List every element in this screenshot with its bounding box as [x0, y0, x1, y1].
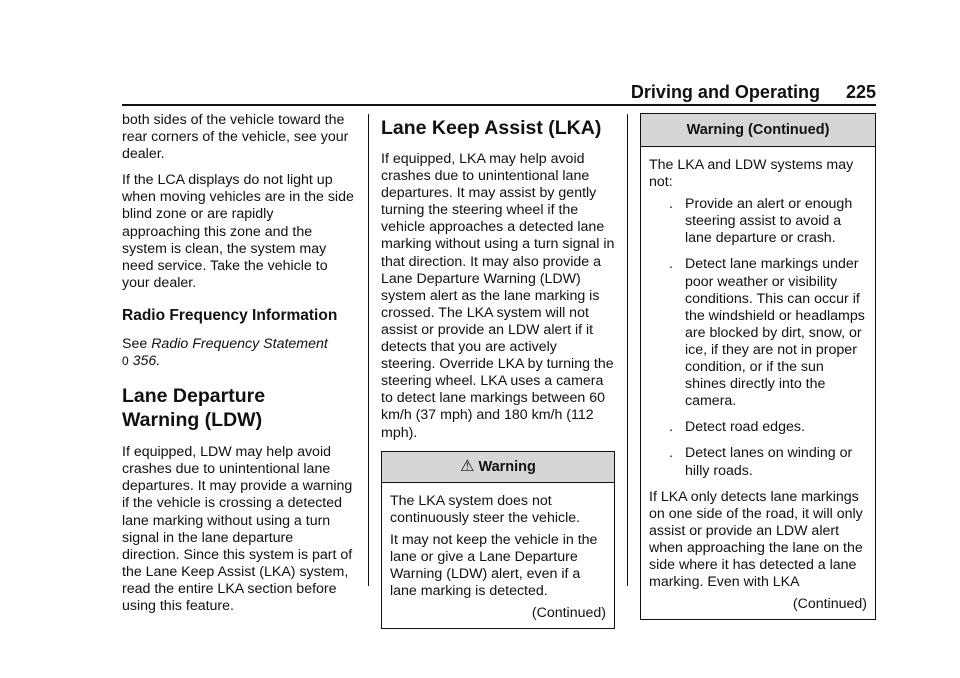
warning-box-continued [640, 113, 876, 620]
paragraph: If equipped, LKA may help avoid crashes due to unintentional lane departures. It may assist by gently turning the steering wheel if the vehicle approaches a detected lane marking without using a turn signal in that direction. It may also provide a Lane Departure Warning (LDW) system alert as the lane marking is crossed. The LKA system will not assist or provide an LDW alert if it detects that you are actively steering. Override LKA by turning the steering wheel. LKA uses a camera to detect lane markings between 60 km/h (37 mph) and 180 km/h (112 mph). [381, 151, 615, 441]
header-rule [122, 104, 876, 106]
bullet-icon: . [669, 419, 673, 436]
bullet-icon: . [669, 196, 673, 213]
column-1 [122, 112, 354, 624]
bullet-icon: . [669, 445, 673, 462]
reference-link[interactable]: Radio Frequency Statement [151, 335, 328, 352]
list-item: . Detect road edges. [669, 419, 805, 436]
column-2 [381, 112, 615, 629]
warning-text: It may not keep the vehicle in the lane or give a Lane Departure Warning (LDW) alert, even if a lane marking is detected. [390, 531, 598, 600]
continued-label: (Continued) [531, 605, 606, 622]
page-arrow-icon: 0 [122, 354, 129, 369]
page-reference[interactable]: 356 [132, 353, 157, 370]
bullet-icon: . [669, 256, 673, 273]
warning-body [641, 147, 875, 619]
paragraph: both sides of the vehicle toward the rear corners of the vehicle, see your dealer. [122, 112, 349, 163]
warning-box [381, 451, 615, 630]
warning-icon: ⚠ [460, 457, 475, 475]
warning-list [649, 196, 867, 479]
list-item: . Detect lanes on winding or hilly roads. [669, 445, 853, 479]
list-item: . Detect lane markings under poor weather or visibility conditions. This can occur if the windshield or headlamps are blocked by dirt, snow, or ice, if they are not in proper condition, or if the sun shines directly into the camera. [669, 256, 865, 410]
warning-text: If LKA only detects lane markings on one side of the road, it will only assist or provide an LDW alert when approaching the lane on the side where it has detected a lane marking. Even with LKA [649, 488, 863, 591]
warning-header: ⚠ Warning [382, 452, 614, 483]
section-title: Driving and Operating [630, 82, 820, 102]
radio-frequency-heading: Radio Frequency Information [122, 306, 338, 324]
continued-label: (Continued) [792, 596, 867, 613]
column-divider-2 [627, 114, 628, 586]
cross-reference: See Radio Frequency Statement 0 356. [122, 335, 328, 370]
warning-body [382, 483, 614, 629]
paragraph: If equipped, LDW may help avoid crashes due to unintentional lane departures. It may provide a warning if the vehicle is crossing a detected lane marking without using a turn signal in the lane departure direction. Since this system is part of the Lane Keep Assist (LKA) system, read the entire LKA section before using this feature. [122, 444, 353, 614]
column-3 [640, 112, 876, 620]
warning-header: Warning (Continued) [641, 114, 875, 147]
list-item: . Provide an alert or enough steering assist to avoid a lane departure or crash. [669, 196, 853, 247]
page-number: 225 [845, 82, 876, 102]
warning-text: The LKA system does not continuously steer the vehicle. [390, 492, 581, 526]
warning-intro: The LKA and LDW systems may not: [649, 157, 854, 191]
column-divider-1 [368, 114, 369, 586]
ldw-heading: Lane Departure Warning (LDW) [122, 385, 266, 432]
lka-heading: Lane Keep Assist (LKA) [381, 117, 602, 139]
paragraph: If the LCA displays do not light up when moving vehicles are in the side blind zone or are rapidly approaching this zone and the system is clean, the system may need service. Take the vehicle to your dealer. [122, 172, 354, 291]
